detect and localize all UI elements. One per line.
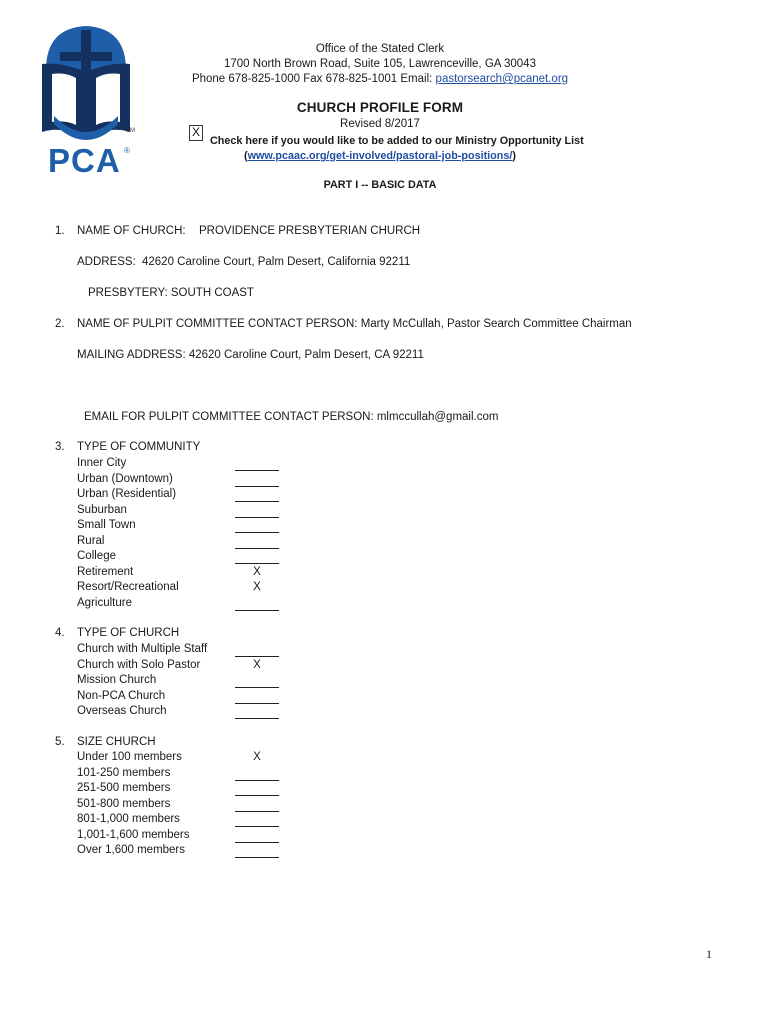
option-blank-line[interactable] [235,473,279,487]
option-label: Overseas Church [77,705,167,717]
option-blank-line[interactable] [235,550,279,564]
email-link[interactable]: pastorsearch@pcanet.org [435,73,569,85]
option-blank-line[interactable] [235,767,279,781]
contact-email: EMAIL FOR PULPIT COMMITTEE CONTACT PERSON: mlmccullah@gmail.com [84,411,499,423]
option-blank-line[interactable] [235,504,279,518]
option-label: 251-500 members [77,782,171,794]
option-blank-line[interactable] [235,690,279,704]
option-label: Church with Solo Pastor [77,658,201,671]
community-type-title: TYPE OF COMMUNITY [77,441,201,453]
registered-mark: ® [124,146,130,155]
option-blank-line[interactable] [235,457,279,471]
option-label: Inner City [77,457,127,469]
option-blank-line[interactable] [235,705,279,719]
street-address: 1700 North Brown Road, Suite 105, Lawrenceville, GA 30043 [224,58,536,70]
section-4-number: 4. [55,627,65,639]
option-blank-line[interactable] [235,829,279,843]
option-mark[interactable]: X [253,658,261,671]
job-link-line [190,150,570,162]
part-heading: PART I -- BASIC DATA [323,179,437,191]
option-mark[interactable]: X [253,751,261,763]
section-1-number: 1. [55,225,65,237]
option-blank-line[interactable] [235,782,279,796]
option-label: Retirement [77,565,134,578]
option-label: 101-250 members [77,766,171,779]
option-label: Resort/Recreational [77,581,179,593]
option-label: Under 100 members [77,751,182,763]
form-title: CHURCH PROFILE FORM [296,100,464,115]
option-label: Over 1,600 members [77,844,186,856]
contact-line [190,72,570,87]
mailing-address: MAILING ADDRESS: 42620 Caroline Court, Palm Desert, CA 92211 [77,349,424,361]
option-blank-line[interactable] [235,519,279,533]
option-label: 801-1,000 members [77,813,180,825]
option-label: 501-800 members [77,797,171,810]
option-mark[interactable]: X [253,565,261,578]
section-5-number: 5. [55,736,65,748]
option-label: Urban (Residential) [77,488,177,500]
pca-logo [38,24,138,184]
presbytery: PRESBYTERY: SOUTH COAST [88,287,254,299]
option-blank-line[interactable] [235,798,279,812]
option-blank-line[interactable] [235,488,279,502]
link-close-paren: ) [512,150,516,162]
option-label: College [77,550,116,562]
option-blank-line[interactable] [235,643,279,657]
pastoral-jobs-link[interactable]: www.pcaac.org/get-involved/pastoral-job-positions/ [247,150,513,162]
option-blank-line[interactable] [235,813,279,827]
section-2-number: 2. [55,318,65,330]
option-label: Small Town [77,519,136,531]
service-mark: SM [126,128,135,134]
header-address-block [190,42,570,87]
church-name-label: NAME OF CHURCH: [77,225,186,237]
church-name-value: PROVIDENCE PRESBYTERIAN CHURCH [199,225,421,237]
option-label: Mission Church [77,674,157,686]
form-revised: Revised 8/2017 [340,118,420,130]
option-blank-line[interactable] [235,597,279,611]
option-label: Urban (Downtown) [77,472,173,485]
section-3-number: 3. [55,441,65,453]
church-type-title: TYPE OF CHURCH [77,627,180,639]
ministry-list-checkbox[interactable]: X [189,125,203,141]
checkbox-label: Check here if you would like to be added to our Ministry Opportunity List [210,135,584,147]
office-name: Office of the Stated Clerk [315,43,445,55]
option-label: Church with Multiple Staff [77,643,208,655]
page-number: 1 [706,947,712,961]
option-blank-line[interactable] [235,535,279,549]
link-open-paren: ( [244,150,248,162]
option-label: Suburban [77,503,127,516]
phone-fax-label: Phone 678-825-1000 Fax 678-825-1001 Email: [191,73,436,85]
option-label: Non-PCA Church [77,689,166,702]
option-label: Agriculture [77,596,132,609]
option-label: 1,001-1,600 members [77,828,190,841]
contact-person: NAME OF PULPIT COMMITTEE CONTACT PERSON: Marty McCullah, Pastor Search Committee Chairman [77,318,632,330]
address-value: 42620 Caroline Court, Palm Desert, California 92211 [142,256,411,268]
option-mark[interactable]: X [253,581,261,593]
address-label: ADDRESS: [77,256,136,268]
option-blank-line[interactable] [235,674,279,688]
pca-wordmark: PCA [48,142,121,179]
church-size-title: SIZE CHURCH [77,736,156,748]
option-label: Rural [77,534,105,547]
option-blank-line[interactable] [235,844,279,858]
